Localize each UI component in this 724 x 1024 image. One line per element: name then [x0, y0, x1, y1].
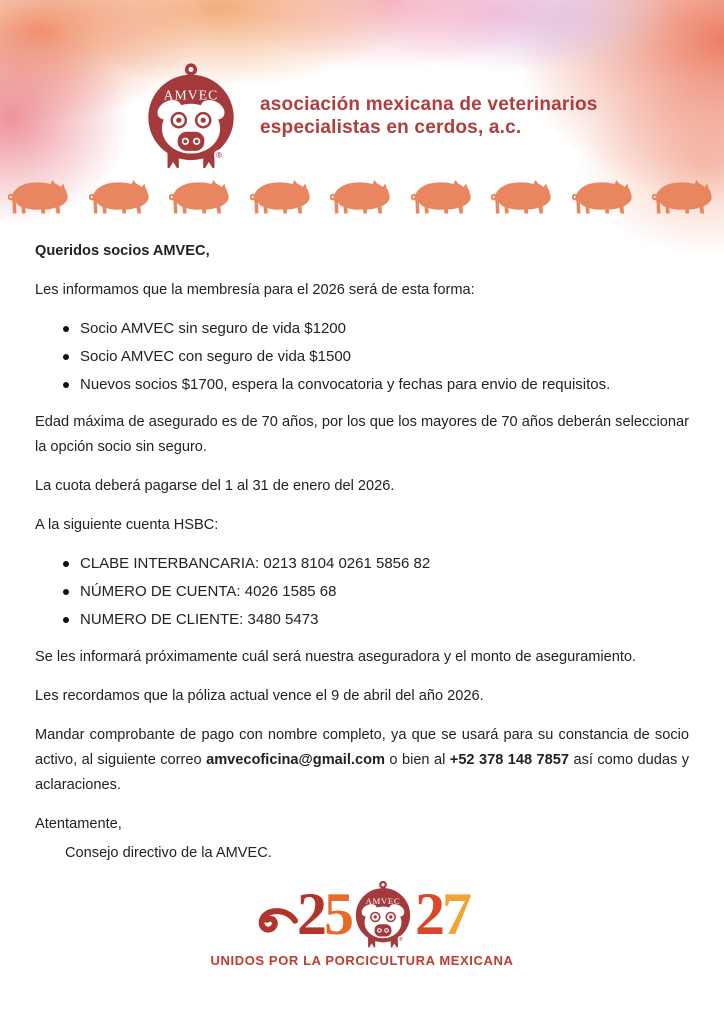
- pig-icon: [491, 179, 555, 217]
- fee-item: Socio AMVEC sin seguro de vida $1200: [63, 317, 689, 340]
- payment-deadline: La cuota deberá pagarse del 1 al 31 de enero del 2026.: [35, 478, 395, 494]
- pig-icon: [169, 179, 233, 217]
- digit-5: 5: [324, 881, 351, 947]
- salutation: Queridos socios AMVEC,: [35, 243, 210, 259]
- policy-note: Les recordamos que la póliza actual vence el 9 de abril del año 2026.: [35, 688, 484, 704]
- digit-2-left: 2: [297, 881, 324, 947]
- account-list: [35, 552, 689, 631]
- fee-item: Nuevos socios $1700, espera la convocatoria y fechas para envio de requisitos.: [63, 373, 689, 396]
- digit-7: 7: [442, 881, 469, 947]
- ribbon-icon: [255, 902, 301, 936]
- insurer-note: Se les informará próximamente cuál será nuestra aseguradora y el monto de aseguramiento.: [35, 649, 637, 665]
- intro-paragraph: Les informamos que la membresía para el 2026 será de esta forma:: [35, 282, 475, 298]
- account-item: CLABE INTERBANCARIA: 0213 8104 0261 5856 82: [63, 552, 689, 575]
- age-note: Edad máxima de asegurado es de 70 años, por los que los mayores de 70 años deberán seleccionar la opción socio sin seguro.: [35, 414, 689, 455]
- anniversary-tagline: UNIDOS POR LA PORCICULTURA MEXICANA: [210, 953, 514, 968]
- contact-text-after: así como dudas y aclaraciones.: [35, 752, 689, 793]
- signature: Consejo directivo de la AMVEC.: [65, 845, 272, 861]
- org-title-line1: asociación mexicana de veterinarios: [260, 93, 598, 115]
- contact-text-between: o bien al: [384, 752, 450, 768]
- org-title-line2: especialistas en cerdos, a.c.: [260, 116, 522, 138]
- year-left: [297, 881, 351, 947]
- pig-icon: [8, 179, 72, 217]
- letterhead: [0, 0, 724, 169]
- amvec-logo: [144, 62, 238, 169]
- contact-paragraph: [35, 723, 689, 798]
- contact-text-before: Mandar comprobante de pago con nombre completo, ya que se usará para su constancia de socio activo, al siguiente correo: [35, 727, 689, 768]
- digit-2-right: 2: [415, 881, 442, 947]
- closing: Atentamente,: [35, 816, 122, 832]
- email-text: amvecoficina@gmail.com: [206, 752, 385, 768]
- phone-text: +52 378 148 7857: [449, 752, 570, 768]
- amvec-logo-small: [353, 880, 413, 948]
- pig-icon: [411, 179, 475, 217]
- account-item: NÚMERO DE CUENTA: 4026 1585 68: [63, 580, 689, 603]
- pig-icon: [250, 179, 314, 217]
- account-intro: A la siguiente cuenta HSBC:: [35, 517, 219, 533]
- letter-body: [35, 239, 689, 866]
- pig-row: [0, 179, 724, 217]
- fee-list: [35, 317, 689, 396]
- pig-icon: [89, 179, 153, 217]
- year-right: [415, 881, 469, 947]
- anniversary-logo: [0, 880, 724, 968]
- org-title: [260, 93, 598, 139]
- pig-icon: [572, 179, 636, 217]
- pig-icon: [652, 179, 716, 217]
- fee-item: Socio AMVEC con seguro de vida $1500: [63, 345, 689, 368]
- anniversary-row: [255, 880, 469, 948]
- pig-icon: [330, 179, 394, 217]
- account-item: NUMERO DE CLIENTE: 3480 5473: [63, 608, 689, 631]
